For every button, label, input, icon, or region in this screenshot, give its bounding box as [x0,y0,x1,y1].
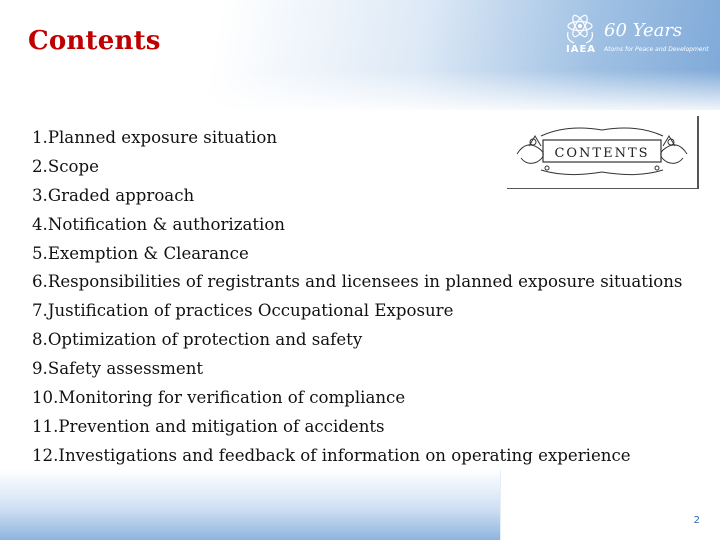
list-item: 7.Justification of practices Occupational Exposure [32,301,454,321]
list-item: 5.Exemption & Clearance [32,243,249,263]
footer-divider [500,470,501,540]
iaea-logo [562,8,712,60]
list-item: 12.Investigations and feedback of information on operating experience [32,445,631,465]
page-title: Contents [28,26,161,56]
list-item: 9.Safety assessment [32,359,204,379]
list-item: 10.Monitoring for verification of compliance [32,388,406,408]
list-item: 6.Responsibilities of registrants and licensees in planned exposure situations [32,272,683,292]
page-number: 2 [693,515,700,526]
contents-list [32,124,682,471]
iaea-atom-emblem-icon [564,10,596,46]
list-item: 2.Scope [32,156,99,176]
list-item: 8.Optimization of protection and safety [32,330,363,350]
logo-motto-text: Atoms for Peace and Development [604,46,709,53]
footer-band [0,470,500,540]
list-item: 11.Prevention and mitigation of accidents [32,416,385,436]
header-fade [0,70,720,115]
list-item: 4.Notification & authorization [32,214,285,234]
list-item: 3.Graded approach [32,185,195,205]
logo-org-text: IAEA [566,44,597,55]
decoration-label: CONTENTS [554,146,650,161]
logo-anniversary-text: 60 Years [604,20,683,41]
list-item: 1.Planned exposure situation [32,128,278,147]
